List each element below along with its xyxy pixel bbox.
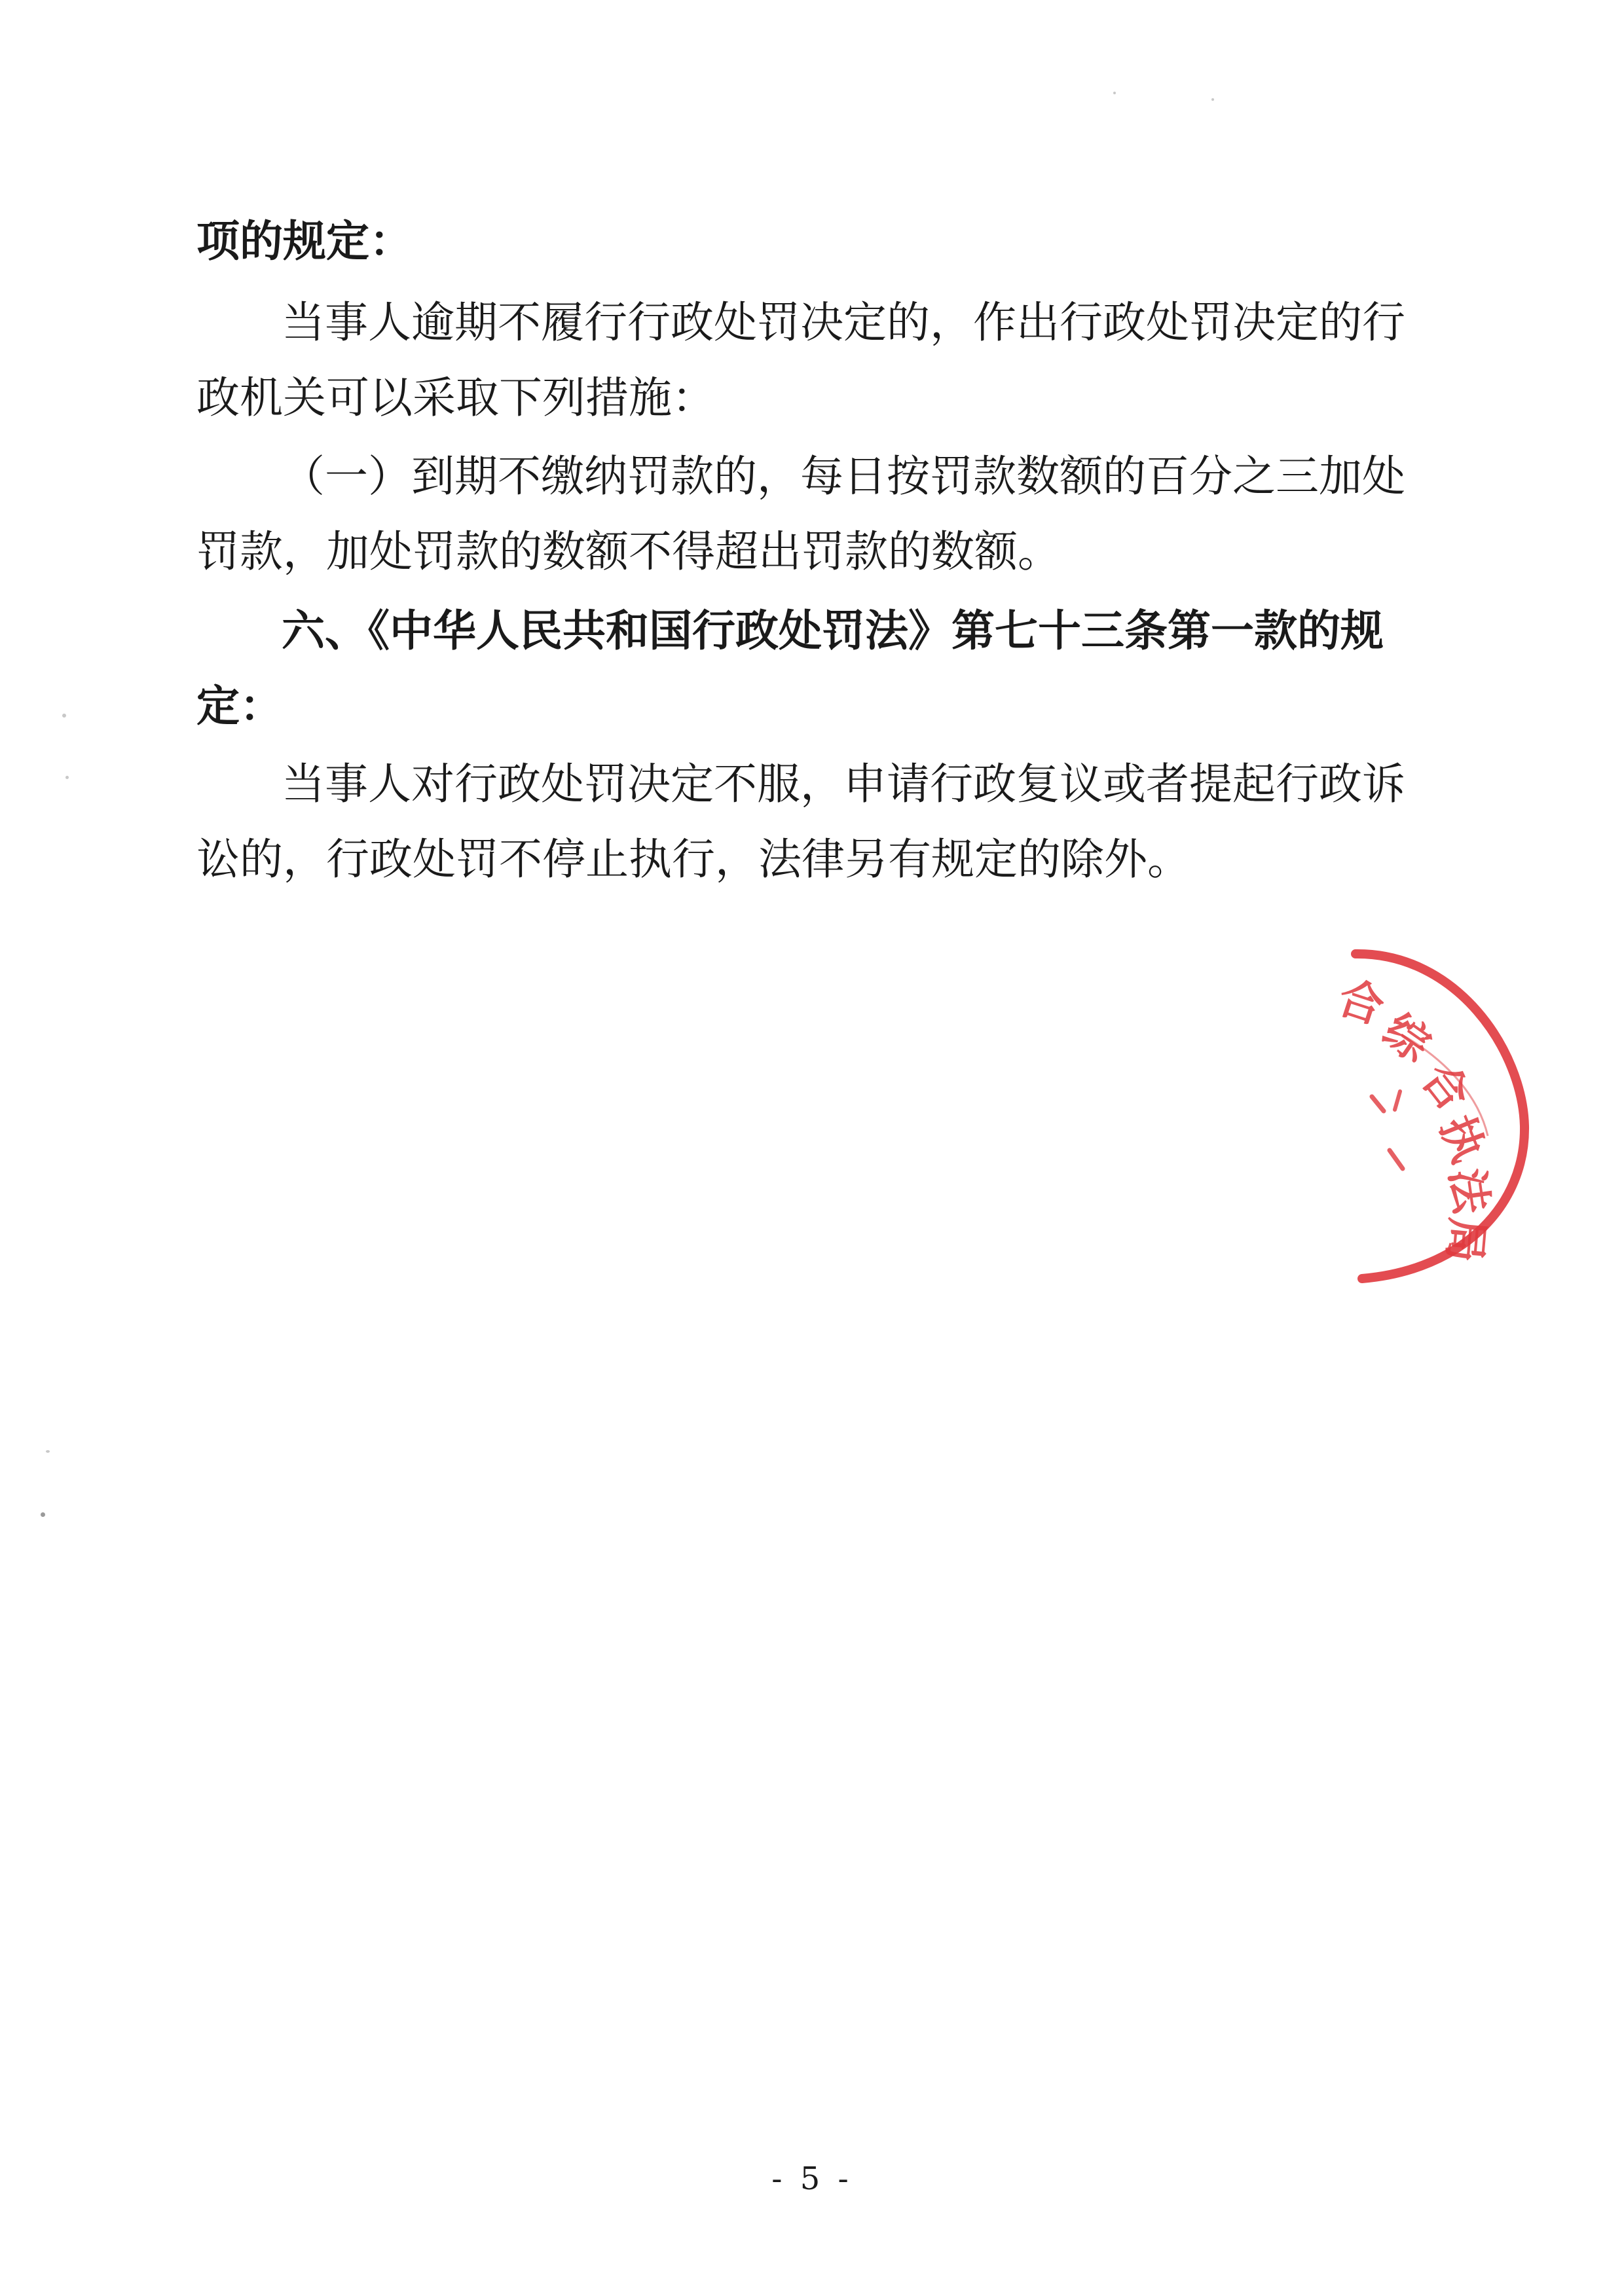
official-seal-stamp [1316,939,1532,1293]
text-line-5: 罚款，加处罚款的数额不得超出罚款的数额。 [196,526,1061,577]
svg-text:局: 局 [1437,1215,1494,1265]
scan-speck [1211,98,1214,101]
scan-speck [41,1512,45,1517]
text-line-1: 项的规定： [196,215,413,266]
page-number: - 5 - [771,2160,853,2197]
svg-text:执: 执 [1429,1108,1495,1170]
text-line-3: 政机关可以采取下列措施： [196,373,715,423]
svg-text:法: 法 [1439,1165,1498,1217]
scan-speck [46,1450,50,1453]
text-line-8: 当事人对行政处罚决定不服，申请行政复议或者提起行政诉 [282,759,1405,809]
scan-speck [62,714,66,718]
svg-text:合: 合 [1411,1053,1481,1121]
section-heading-6-cont: 定： [196,680,283,731]
scan-speck [1113,92,1116,94]
text-line-2: 当事人逾期不履行行政处罚决定的，作出行政处罚决定的行 [282,297,1405,348]
scan-speck [65,776,69,779]
text-line-4: （一）到期不缴纳罚款的，每日按罚款数额的百分之三加处 [282,451,1405,501]
svg-text:合: 合 [1331,971,1391,1035]
section-heading-6: 六、《中华人民共和国行政处罚法》第七十三条第一款的规 [282,605,1384,656]
svg-text:综: 综 [1373,1004,1440,1073]
text-line-9: 讼的，行政处罚不停止执行，法律另有规定的除外。 [196,834,1190,884]
